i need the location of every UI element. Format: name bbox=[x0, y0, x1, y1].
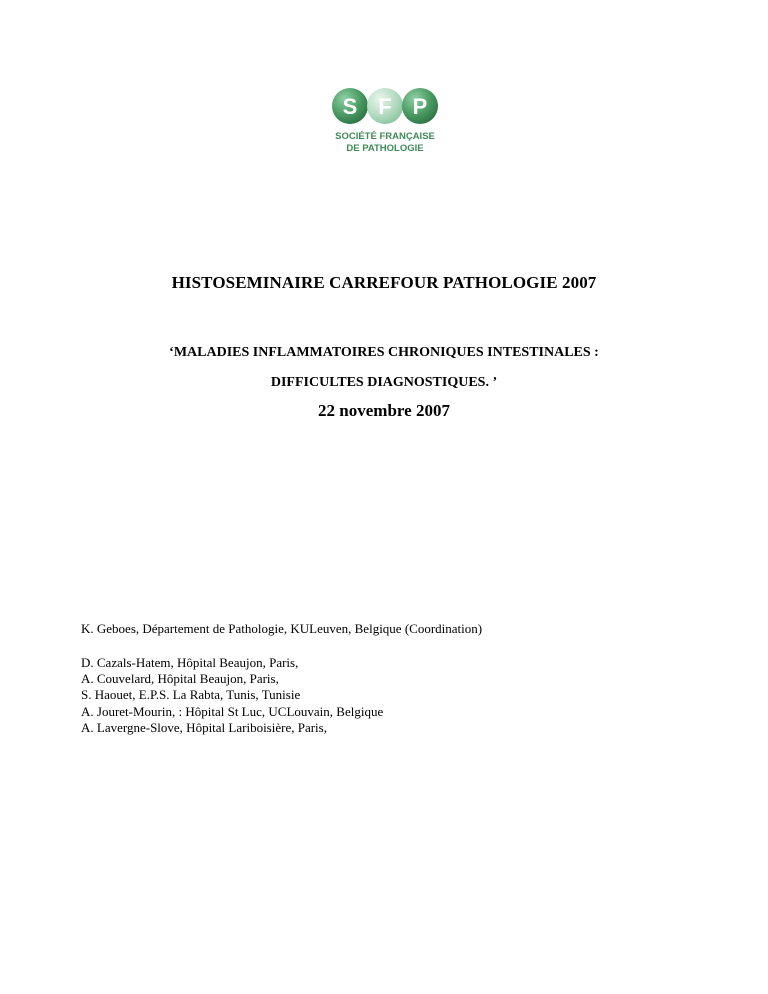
logo-letter-s: S bbox=[342, 94, 358, 119]
logo-text-line1: SOCIÉTÉ FRANÇAISE bbox=[335, 131, 435, 142]
contributor-item: A. Couvelard, Hôpital Beaujon, Paris, bbox=[81, 671, 279, 687]
logo-letter-f: F bbox=[378, 94, 392, 119]
contributor-item: S. Haouet, E.P.S. La Rabta, Tunis, Tunisie bbox=[81, 687, 301, 703]
document-title: HISTOSEMINAIRE CARREFOUR PATHOLOGIE 2007 bbox=[171, 273, 597, 292]
contributor-item: A. Jouret-Mourin, : Hôpital St Luc, UCLouvain, Belgique bbox=[81, 703, 384, 719]
document-subtitle-line2: DIFFICULTES DIAGNOSTIQUES. ’ bbox=[270, 375, 498, 390]
logo-text-line2: DE PATHOLOGIE bbox=[346, 143, 424, 154]
contributor-item: A. Lavergne-Slove, Hôpital Lariboisière, Paris, bbox=[81, 719, 327, 735]
contributor-item: D. Cazals-Hatem, Hôpital Beaujon, Paris, bbox=[81, 655, 299, 670]
document-date: 22 novembre 2007 bbox=[318, 401, 450, 420]
contributor-list bbox=[81, 655, 383, 736]
document-subtitle-line1: ‘MALADIES INFLAMMATOIRES CHRONIQUES INTESTINALES : bbox=[169, 345, 599, 360]
logo-ball-p bbox=[402, 88, 438, 124]
sfp-logo bbox=[331, 82, 439, 160]
logo-letter-p: P bbox=[412, 94, 428, 119]
logo-ball-f bbox=[367, 88, 403, 124]
coordinator-line: K. Geboes, Département de Pathologie, KULeuven, Belgique (Coordination) bbox=[81, 621, 483, 636]
logo-ball-s bbox=[332, 88, 368, 124]
